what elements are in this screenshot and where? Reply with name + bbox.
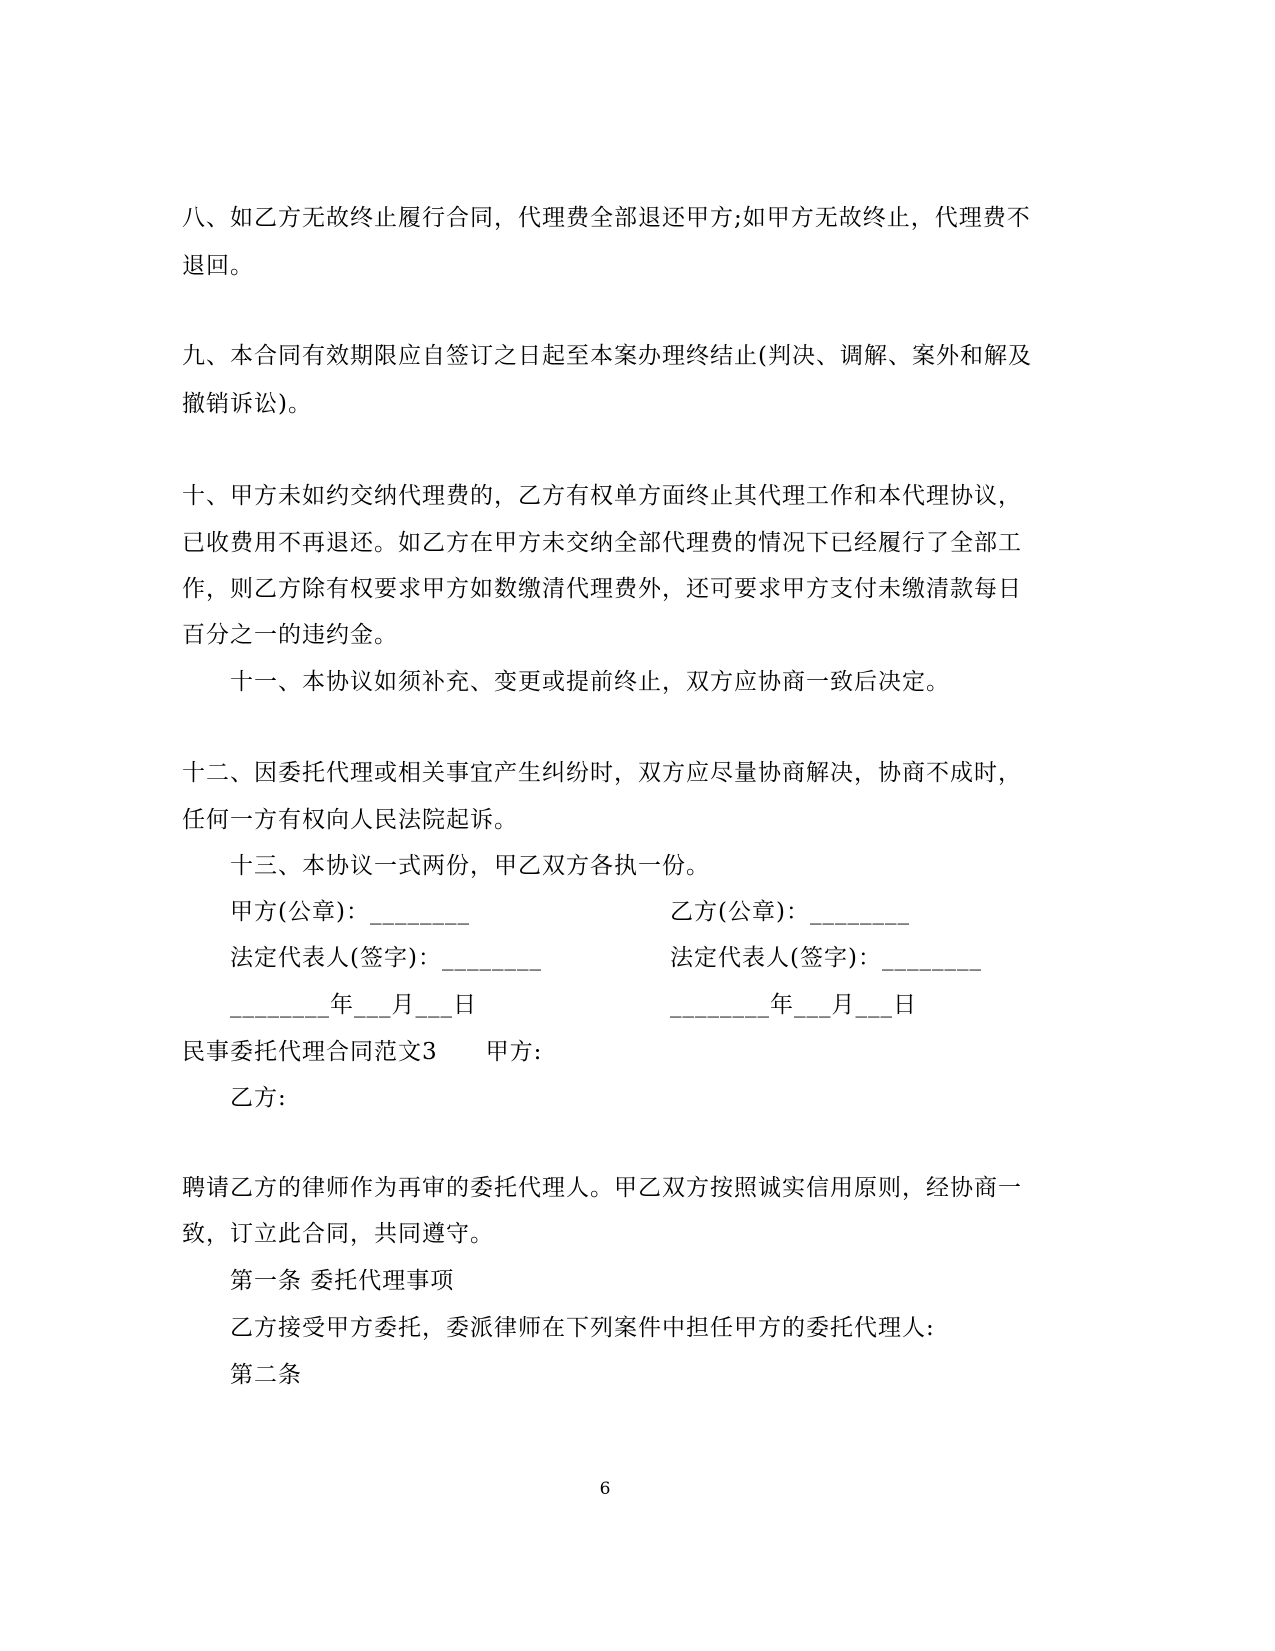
contract-3-title-line: 民事委托代理合同范文3 甲方: <box>182 1039 543 1065</box>
clause-9-line-1: 九、本合同有效期限应自签订之日起至本案办理终结止(判决、调解、案外和解及 <box>182 343 1032 369</box>
party-b-seal: 乙方(公章)：________ <box>670 899 910 925</box>
party-a-representative: 法定代表人(签字)：________ <box>230 945 542 971</box>
contract-3-intro-line-2: 致，订立此合同，共同遵守。 <box>182 1221 494 1247</box>
article-2-title: 第二条 <box>230 1362 302 1388</box>
clause-8-line-1: 八、如乙方无故终止履行合同，代理费全部退还甲方;如甲方无故终止，代理费不 <box>182 205 1031 231</box>
clause-10-line-2: 已收费用不再退还。如乙方在甲方未交纳全部代理费的情况下已经履行了全部工 <box>182 530 1022 556</box>
clause-9-line-2: 撤销诉讼)。 <box>182 391 312 417</box>
party-a-seal: 甲方(公章)：________ <box>230 899 470 925</box>
clause-12-line-2: 任何一方有权向人民法院起诉。 <box>182 807 518 833</box>
party-b-date: ________年___月___日 <box>670 992 917 1018</box>
article-1-title: 第一条 委托代理事项 <box>230 1268 455 1294</box>
contract-3-party-b: 乙方: <box>230 1085 287 1111</box>
party-a-date: ________年___月___日 <box>230 992 477 1018</box>
clause-13: 十三、本协议一式两份，甲乙双方各执一份。 <box>230 853 710 879</box>
article-1-body: 乙方接受甲方委托，委派律师在下列案件中担任甲方的委托代理人: <box>230 1315 935 1341</box>
page-number: 6 <box>599 1479 611 1499</box>
clause-12-line-1: 十二、因委托代理或相关事宜产生纠纷时，双方应尽量协商解决，协商不成时， <box>182 760 1022 786</box>
party-b-representative: 法定代表人(签字)：________ <box>670 945 982 971</box>
clause-10-line-3: 作，则乙方除有权要求甲方如数缴清代理费外，还可要求甲方支付未缴清款每日 <box>182 576 1022 602</box>
clause-8-line-2: 退回。 <box>182 253 254 279</box>
clause-10-line-1: 十、甲方未如约交纳代理费的，乙方有权单方面终止其代理工作和本代理协议， <box>182 483 1022 509</box>
clause-10-line-4: 百分之一的违约金。 <box>182 622 398 648</box>
clause-11: 十一、本协议如须补充、变更或提前终止，双方应协商一致后决定。 <box>230 669 950 695</box>
contract-3-intro-line-1: 聘请乙方的律师作为再审的委托代理人。甲乙双方按照诚实信用原则，经协商一 <box>182 1175 1022 1201</box>
